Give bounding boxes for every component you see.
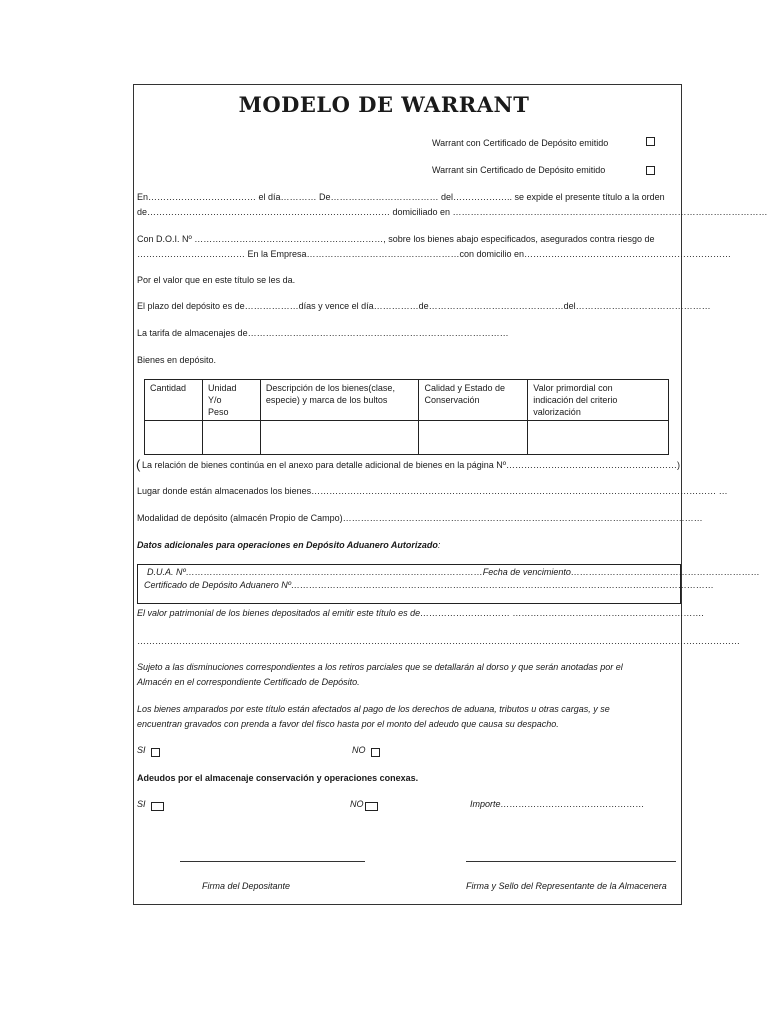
annex-note-paren: ( xyxy=(136,457,141,472)
yes-label-1: SI xyxy=(137,745,146,755)
issue-line-1: En……………………………… el día………… De……………………………… del……………….. se expide el presente título a la orden xyxy=(137,192,665,202)
goods-table xyxy=(144,379,669,455)
tariff-line: La tarifa de almacenajes de…………………………………………………………………………… xyxy=(137,328,509,338)
without-certificate-checkbox[interactable] xyxy=(646,166,655,175)
header-value-label: Valor primordial con indicación del criterio valorización xyxy=(533,383,618,417)
representative-signature-line xyxy=(466,861,676,862)
importe-line: Importe………………………………………… xyxy=(470,799,645,809)
goods-customs-text-line-1: Los bienes amparados por este título están afectados al pago de los derechos de aduana, tributos u otras cargas, y se xyxy=(137,704,610,714)
dotted-line: ………………………………………………………………………………………………………………………………………………………………………………… xyxy=(137,636,740,646)
yes-label-2: SI xyxy=(137,799,146,809)
goods-heading: Bienes en depósito. xyxy=(137,355,217,365)
no-checkbox-1[interactable] xyxy=(371,748,380,757)
doi-line-1: Con D.O.I. Nº ………………………………………………………, sobre los bienes abajo especificados, asegurados contra riesgo de xyxy=(137,234,655,244)
unit-cell[interactable] xyxy=(202,421,260,455)
no-label-1: NO xyxy=(352,745,366,755)
representative-signature-label: Firma y Sello del Representante de la Almacenera xyxy=(466,881,667,891)
no-checkbox-2[interactable] xyxy=(365,802,378,811)
customs-heading-colon: : xyxy=(437,540,441,550)
header-description xyxy=(260,380,419,421)
quality-cell[interactable] xyxy=(419,421,528,455)
header-quantity xyxy=(145,380,203,421)
header-value xyxy=(528,380,669,421)
yes-checkbox-1[interactable] xyxy=(151,748,160,757)
storage-place-line: Lugar donde están almacenados los bienes……………………………………………………………………………………………………………………… … xyxy=(137,486,728,496)
customs-heading xyxy=(137,540,440,550)
header-unit xyxy=(202,380,260,421)
customs-heading-text: Datos adicionales para operaciones en Depósito Aduanero Autorizado xyxy=(137,540,438,550)
term-line: El plazo del depósito es de………………días y vence el día……………de………………………………………del……………………………………… xyxy=(137,301,711,311)
header-quality-label: Calidad y Estado de Conservación xyxy=(424,383,506,405)
depositor-signature-label: Firma del Depositante xyxy=(202,881,291,891)
header-unit-label: Unidad Y/o Peso xyxy=(207,383,237,417)
yes-checkbox-2[interactable] xyxy=(151,802,164,811)
patrimonial-value-line: El valor patrimonial de los bienes depositados al emitir este título es de………………………… ………………………………………………………. xyxy=(137,608,705,618)
header-quality xyxy=(419,380,528,421)
header-description-label: Descripción de los bienes(clase, especie) y marca de los bultos xyxy=(265,383,395,405)
with-certificate-checkbox[interactable] xyxy=(646,137,655,146)
debts-heading: Adeudos por el almacenaje conservación y operaciones conexas. xyxy=(137,773,419,783)
document-title: MODELO DE WARRANT xyxy=(238,92,530,117)
description-cell[interactable] xyxy=(260,421,419,455)
goods-table-header-row xyxy=(145,380,669,421)
option-without-certificate-label: Warrant sin Certificado de Depósito emitido xyxy=(432,165,606,175)
deposit-mode-line: Modalidad de depósito (almacén Propio de Campo)………………………………………………………………………………………………………… xyxy=(137,513,703,523)
no-label-2: NO xyxy=(350,799,364,809)
header-quantity-label: Cantidad xyxy=(150,383,187,393)
value-cell[interactable] xyxy=(528,421,669,455)
table-row xyxy=(145,421,669,455)
doi-line-2: ……………………………… En la Empresa……………………………………………con domicilio en…………………………………………………………… xyxy=(137,249,732,259)
dua-line: D.U.A. Nº………………………………………………………………………………………Fecha de vencimiento……………………………………………………… xyxy=(147,567,760,577)
depositor-signature-line xyxy=(180,861,365,862)
quantity-cell[interactable] xyxy=(145,421,203,455)
goods-customs-text-line-2: encuentran gravados con prenda a favor del fisco hasta por el monto del adeudo que causa su despacho. xyxy=(137,719,559,729)
subject-text-line-1: Sujeto a las disminuciones correspondientes a los retiros parciales que se detallarán al dorso y que serán anotadas por el xyxy=(137,662,623,672)
annex-note: La relación de bienes continúa en el anexo para detalle adicional de bienes en la página Nº…………………………………………………) xyxy=(142,460,681,470)
issue-line-2: de……………………………………………………………………… domiciliado en …………………………………………………………………………………………… xyxy=(137,207,768,217)
subject-text-line-2: Almacén en el correspondiente Certificado de Depósito. xyxy=(137,677,360,687)
option-with-certificate-label: Warrant con Certificado de Depósito emitido xyxy=(432,138,609,148)
customs-certificate-line: Certificado de Depósito Aduanero Nº…………………………………………………………………………………………………………………………… xyxy=(144,580,715,590)
value-line: Por el valor que en este título se les da. xyxy=(137,275,296,285)
